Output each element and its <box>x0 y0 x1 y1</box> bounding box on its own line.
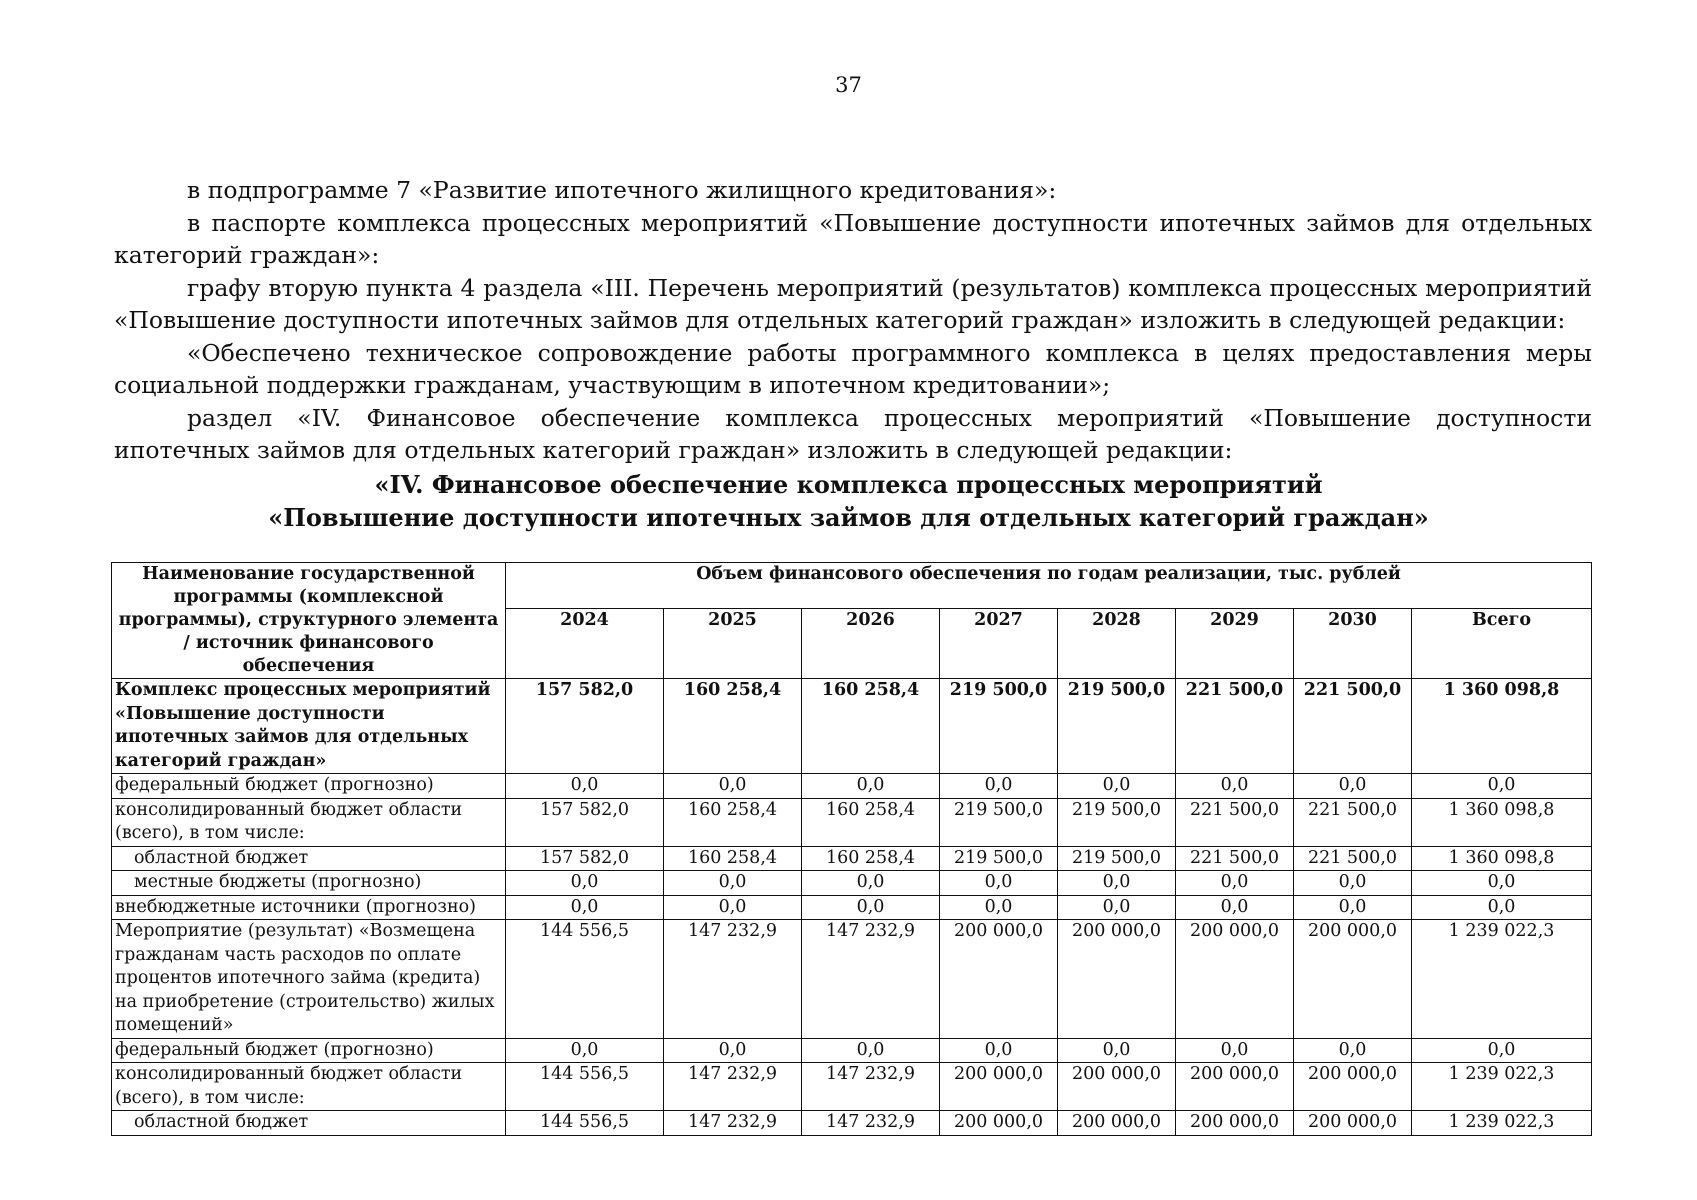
cell-total: 1 360 098,8 <box>1412 679 1592 774</box>
cell-value: 0,0 <box>1176 895 1294 920</box>
paragraph: в паспорте комплекса процессных мероприятий «Повышение доступности ипотечных займов для отдельных категорий граждан»: <box>114 208 1592 269</box>
cell-value: 0,0 <box>506 774 664 799</box>
cell-value: 157 582,0 <box>506 846 664 871</box>
body-text <box>114 174 1592 467</box>
row-label: областной бюджет <box>112 846 506 871</box>
cell-value: 0,0 <box>1176 774 1294 799</box>
cell-value: 0,0 <box>506 1038 664 1063</box>
row-label: местные бюджеты (прогнозно) <box>112 871 506 896</box>
cell-value: 0,0 <box>802 871 940 896</box>
header-volume: Объем финансового обеспечения по годам реализации, тыс. рублей <box>506 563 1592 609</box>
row-label: консолидированный бюджет области (всего), в том числе: <box>112 798 506 846</box>
cell-value: 0,0 <box>664 1038 802 1063</box>
cell-value: 200 000,0 <box>1058 1063 1176 1111</box>
header-name: Наименование государственной программы (комплексной программы), структурного элемента / источник финансового обеспечения <box>112 563 506 679</box>
cell-value: 219 500,0 <box>940 798 1058 846</box>
table-row <box>112 871 1592 896</box>
paragraph: графу вторую пункта 4 раздела «III. Перечень мероприятий (результатов) комплекса процессных мероприятий «Повышение доступности ипотечных займов для отдельных категорий граждан» изложить в следующей редакции: <box>114 273 1592 334</box>
header-total: Всего <box>1412 609 1592 679</box>
cell-value: 221 500,0 <box>1294 798 1412 846</box>
cell-value: 147 232,9 <box>664 1111 802 1136</box>
table-row <box>112 1038 1592 1063</box>
cell-value: 147 232,9 <box>802 1063 940 1111</box>
cell-value: 147 232,9 <box>664 920 802 1039</box>
cell-value: 144 556,5 <box>506 1063 664 1111</box>
table-row <box>112 774 1592 799</box>
cell-value: 0,0 <box>1176 1038 1294 1063</box>
cell-value: 157 582,0 <box>506 679 664 774</box>
row-label: федеральный бюджет (прогнозно) <box>112 1038 506 1063</box>
table-row <box>112 920 1592 1039</box>
header-year: 2030 <box>1294 609 1412 679</box>
cell-value: 0,0 <box>940 1038 1058 1063</box>
cell-value: 160 258,4 <box>664 846 802 871</box>
row-label: внебюджетные источники (прогнозно) <box>112 895 506 920</box>
cell-value: 221 500,0 <box>1294 846 1412 871</box>
cell-value: 0,0 <box>664 895 802 920</box>
cell-value: 200 000,0 <box>1294 1063 1412 1111</box>
cell-total: 0,0 <box>1412 871 1592 896</box>
paragraph: раздел «IV. Финансовое обеспечение комплекса процессных мероприятий «Повышение доступности ипотечных займов для отдельных категорий граждан» изложить в следующей редакции: <box>114 403 1592 464</box>
cell-value: 200 000,0 <box>1058 920 1176 1039</box>
cell-value: 0,0 <box>1176 871 1294 896</box>
table-row <box>112 1111 1592 1136</box>
cell-value: 0,0 <box>1294 774 1412 799</box>
cell-value: 219 500,0 <box>1058 679 1176 774</box>
cell-value: 0,0 <box>940 895 1058 920</box>
cell-value: 160 258,4 <box>664 679 802 774</box>
cell-value: 0,0 <box>1058 774 1176 799</box>
section-title-line: «IV. Финансовое обеспечение комплекса процессных мероприятий <box>374 470 1323 499</box>
cell-value: 0,0 <box>1294 871 1412 896</box>
cell-value: 200 000,0 <box>1294 1111 1412 1136</box>
header-year: 2027 <box>940 609 1058 679</box>
cell-value: 147 232,9 <box>802 1111 940 1136</box>
table-row <box>112 798 1592 846</box>
cell-value: 0,0 <box>1058 871 1176 896</box>
table-row <box>112 1063 1592 1111</box>
table-row <box>112 846 1592 871</box>
cell-value: 0,0 <box>506 871 664 896</box>
cell-value: 157 582,0 <box>506 798 664 846</box>
header-year: 2024 <box>506 609 664 679</box>
cell-value: 160 258,4 <box>802 679 940 774</box>
cell-value: 219 500,0 <box>940 679 1058 774</box>
cell-value: 221 500,0 <box>1294 679 1412 774</box>
cell-value: 200 000,0 <box>1058 1111 1176 1136</box>
cell-value: 160 258,4 <box>802 846 940 871</box>
cell-value: 147 232,9 <box>664 1063 802 1111</box>
finance-table-wrapper <box>111 562 1591 1136</box>
paragraph: «Обеспечено техническое сопровождение работы программного комплекса в целях предоставления меры социальной поддержки гражданам, участвующим в ипотечном кредитовании»; <box>114 338 1592 399</box>
cell-value: 0,0 <box>940 774 1058 799</box>
cell-value: 0,0 <box>664 871 802 896</box>
cell-total: 1 360 098,8 <box>1412 798 1592 846</box>
row-label: федеральный бюджет (прогнозно) <box>112 774 506 799</box>
cell-value: 200 000,0 <box>1294 920 1412 1039</box>
header-year: 2025 <box>664 609 802 679</box>
cell-value: 0,0 <box>664 774 802 799</box>
cell-value: 0,0 <box>802 774 940 799</box>
cell-total: 0,0 <box>1412 774 1592 799</box>
cell-value: 0,0 <box>506 895 664 920</box>
row-label: консолидированный бюджет области (всего), в том числе: <box>112 1063 506 1111</box>
cell-total: 1 239 022,3 <box>1412 1111 1592 1136</box>
cell-total: 0,0 <box>1412 895 1592 920</box>
cell-value: 160 258,4 <box>664 798 802 846</box>
cell-value: 147 232,9 <box>802 920 940 1039</box>
cell-value: 219 500,0 <box>1058 846 1176 871</box>
header-year: 2028 <box>1058 609 1176 679</box>
row-label: областной бюджет <box>112 1111 506 1136</box>
cell-value: 219 500,0 <box>1058 798 1176 846</box>
cell-value: 221 500,0 <box>1176 846 1294 871</box>
cell-value: 221 500,0 <box>1176 798 1294 846</box>
cell-value: 0,0 <box>1294 895 1412 920</box>
cell-value: 221 500,0 <box>1176 679 1294 774</box>
cell-value: 219 500,0 <box>940 846 1058 871</box>
cell-value: 144 556,5 <box>506 1111 664 1136</box>
header-year: 2029 <box>1176 609 1294 679</box>
cell-total: 1 360 098,8 <box>1412 846 1592 871</box>
table-row <box>112 895 1592 920</box>
page-number: 37 <box>835 73 862 97</box>
cell-value: 200 000,0 <box>1176 1063 1294 1111</box>
cell-total: 1 239 022,3 <box>1412 920 1592 1039</box>
row-label: Комплекс процессных мероприятий «Повышение доступности ипотечных займов для отдельных категорий граждан» <box>112 679 506 774</box>
cell-value: 0,0 <box>940 871 1058 896</box>
cell-value: 0,0 <box>1058 1038 1176 1063</box>
cell-total: 1 239 022,3 <box>1412 1063 1592 1111</box>
row-label: Мероприятие (результат) «Возмещена гражданам часть расходов по оплате процентов ипотечного займа (кредита) на приобретение (строительство) жилых помещений» <box>112 920 506 1039</box>
cell-value: 0,0 <box>1058 895 1176 920</box>
finance-table <box>111 562 1592 1136</box>
cell-value: 200 000,0 <box>940 1111 1058 1136</box>
section-title-line: «Повышение доступности ипотечных займов для отдельных категорий граждан» <box>268 503 1429 532</box>
cell-value: 160 258,4 <box>802 798 940 846</box>
header-year: 2026 <box>802 609 940 679</box>
cell-value: 0,0 <box>802 1038 940 1063</box>
cell-value: 200 000,0 <box>1176 1111 1294 1136</box>
cell-value: 0,0 <box>1294 1038 1412 1063</box>
table-row <box>112 679 1592 774</box>
cell-value: 144 556,5 <box>506 920 664 1039</box>
cell-value: 200 000,0 <box>1176 920 1294 1039</box>
cell-value: 200 000,0 <box>940 920 1058 1039</box>
paragraph: в подпрограмме 7 «Развитие ипотечного жилищного кредитования»: <box>187 176 1057 204</box>
section-title <box>0 468 1697 534</box>
cell-value: 0,0 <box>802 895 940 920</box>
table-body <box>112 679 1592 1136</box>
cell-value: 200 000,0 <box>940 1063 1058 1111</box>
cell-total: 0,0 <box>1412 1038 1592 1063</box>
